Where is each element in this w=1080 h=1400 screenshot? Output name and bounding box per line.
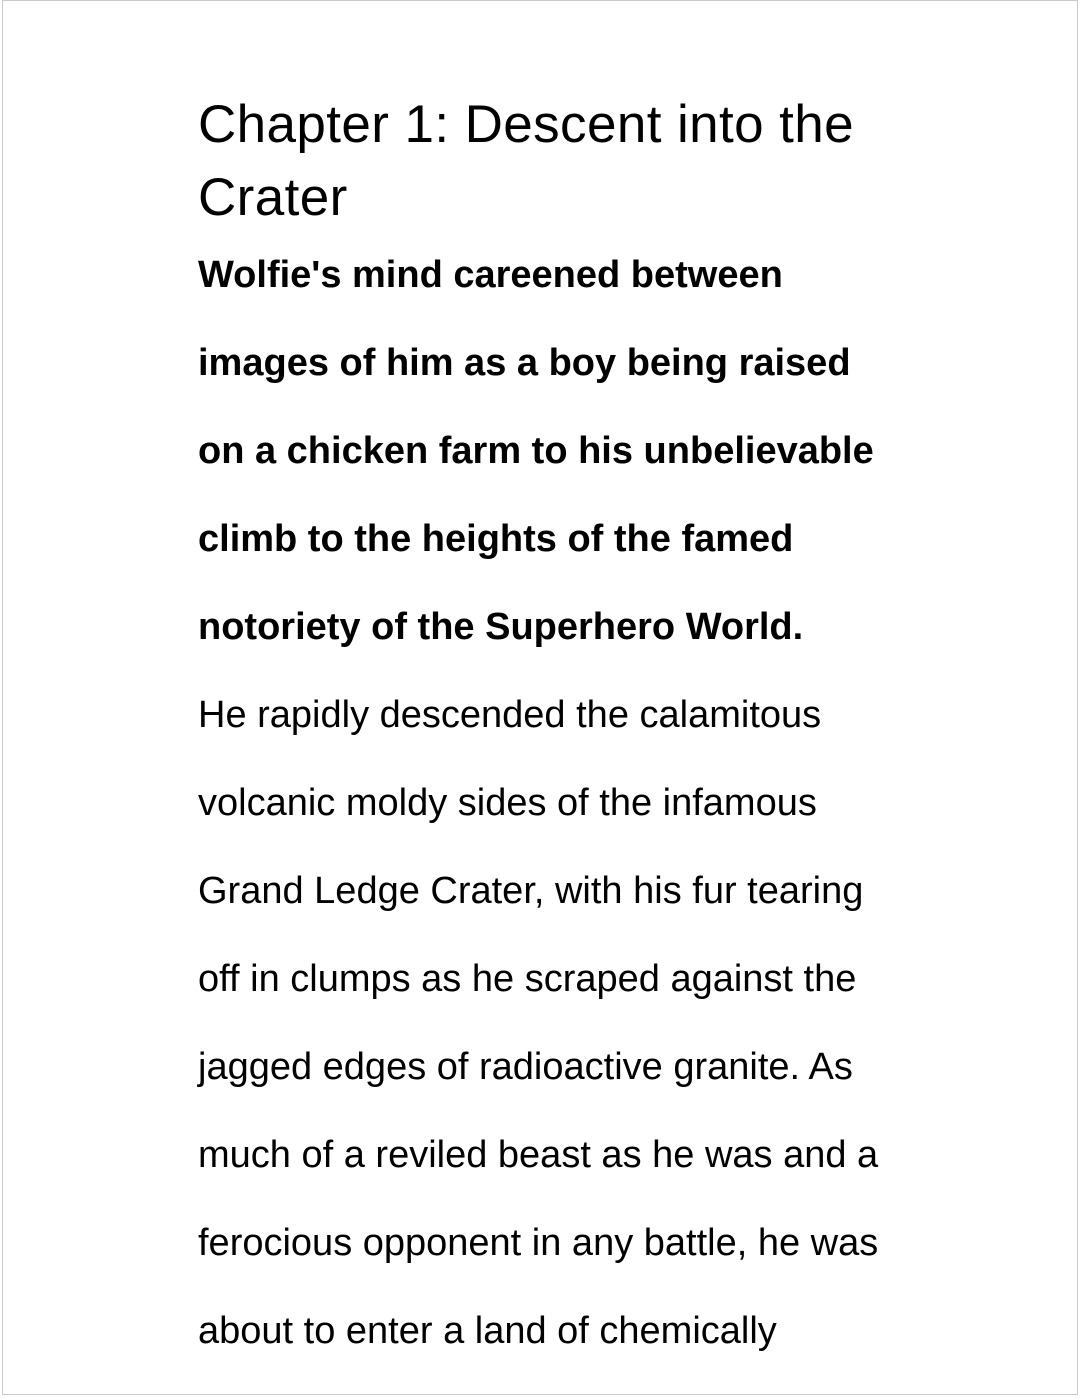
chapter-heading [198,88,898,234]
paragraph-line: Grand Ledge Crater, with his fur tearing [198,870,864,912]
paragraph-line: climb to the heights of the famed [198,518,794,560]
paragraph-line: jagged edges of radioactive granite. As [198,1046,853,1088]
paragraph-line: notoriety of the Superhero World. [198,606,804,648]
paragraph-line: volcanic moldy sides of the infamous [198,782,817,824]
paragraph-line: on a chicken farm to his unbelievable [198,430,874,472]
paragraph-line: about to enter a land of chemically [198,1310,777,1352]
paragraph-line: Wolfie's mind careened between [198,254,783,296]
paragraph-line: ferocious opponent in any battle, he was [198,1222,879,1264]
document-page [2,0,1078,1395]
heading-line: Crater [198,168,348,227]
document-content [3,1,898,1375]
paragraph-line: much of a reviled beast as he was and a [198,1134,879,1176]
paragraph-line: images of him as a boy being raised [198,342,851,384]
paragraph-line: off in clumps as he scraped against the [198,958,857,1000]
paragraph-regular [198,671,898,1375]
paragraph-line: He rapidly descended the calamitous [198,694,822,736]
heading-line: Chapter 1: Descent into the [198,95,855,154]
paragraph-bold [198,231,898,671]
